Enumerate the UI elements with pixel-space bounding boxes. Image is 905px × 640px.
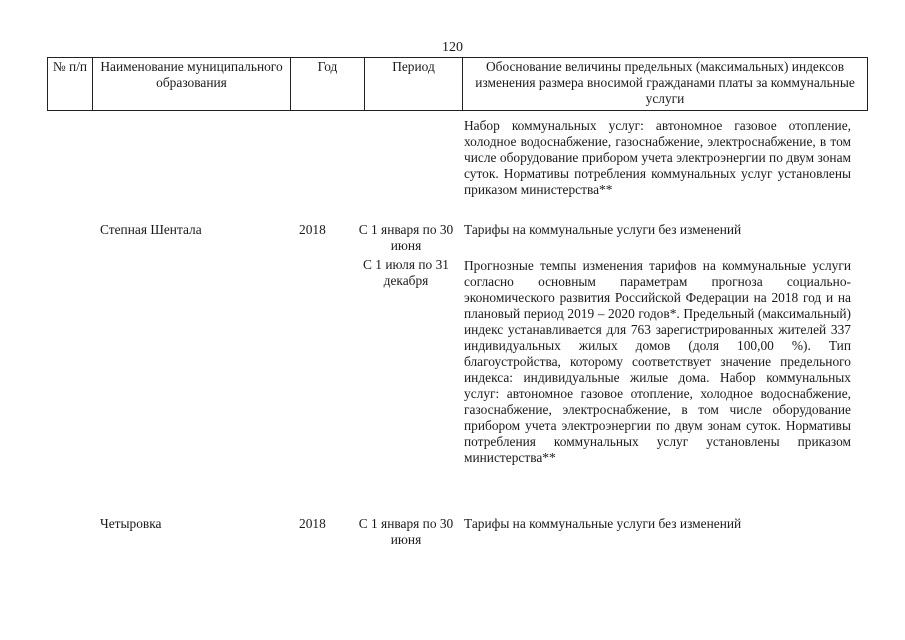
page-number: 120: [442, 40, 463, 55]
header-num: № п/п: [48, 58, 93, 111]
row-period: С 1 июля по 31 декабря: [363, 257, 449, 288]
header-row: [48, 58, 868, 111]
header-municipality: Наименование муниципального образования: [93, 58, 291, 111]
row-justification: Тарифы на коммунальные услуги без изменений: [464, 516, 742, 531]
row-period: С 1 января по 30 июня: [358, 222, 454, 253]
row-year: 2018: [299, 516, 326, 531]
row-period: С 1 января по 30 июня: [358, 516, 454, 547]
row-justification: Прогнозные темпы изменения тарифов на коммунальные услуги согласно основным параметрам прогноза социально-экономического развития Российской Федерации на 2018 год и на плановый период 2019 – 2020 годов*. Предельный (максимальный) индекс устанавливается для 763 зарегистрированных жителей 337 индивидуальных жилых домов (доля 100,00 %). Тип благоустройства, которому соответствует значение предельного индекса: индивидуальные жилые дома. Набор коммунальных услуг: автономное газовое отопление, холодное водоснабжение, газоснабжение, электроснабжение, в том числе оборудование прибором учета электроэнергии по двум зонам суток. Нормативы потребления коммунальных услуг установлены приказом министерства**: [464, 258, 851, 465]
row-municipality: Степная Шентала: [100, 222, 202, 237]
header-year: Год: [291, 58, 365, 111]
row-year: 2018: [299, 222, 326, 237]
row-municipality: Четыровка: [100, 516, 162, 531]
table-header: [47, 57, 868, 111]
row-justification: Набор коммунальных услуг: автономное газовое отопление, холодное водоснабжение, газоснабжение, электроснабжение, в том числе оборудование прибором учета электроэнергии по двум зонам суток. Нормативы потребления коммунальных услуг установлены приказом министерства**: [464, 118, 851, 197]
header-period: Период: [365, 58, 463, 111]
row-justification: Тарифы на коммунальные услуги без изменений: [464, 222, 742, 237]
header-justification: Обоснование величины предельных (максимальных) индексов изменения размера вносимой гражданами платы за коммунальные услуги: [463, 58, 868, 111]
